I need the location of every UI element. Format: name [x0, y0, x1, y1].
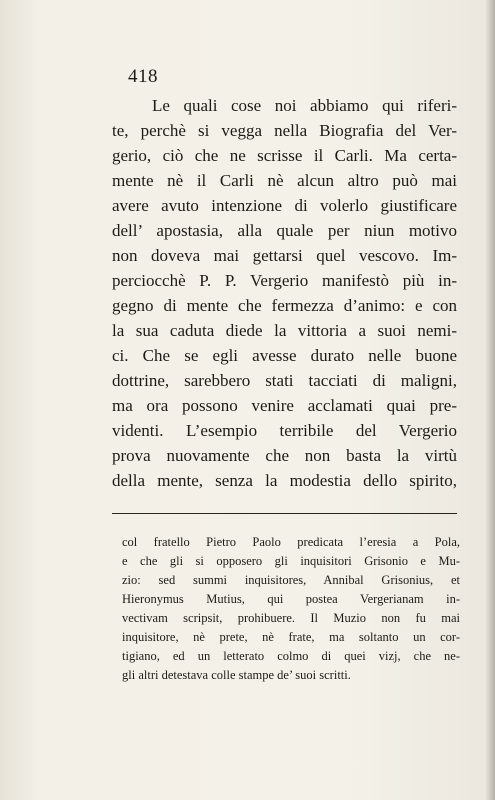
footnote-line: col fratello Pietro Paolo predicata l’eresia a Pola, — [122, 535, 460, 549]
page-edge-shadow — [485, 0, 495, 800]
body-line: avere avuto intenzione di volerlo giustificare — [112, 196, 457, 215]
body-line: gegno di mente che fermezza d’animo: e con — [112, 296, 457, 315]
footnote-line: zio: sed summi inquisitores, Annibal Grisonius, et — [122, 573, 460, 587]
body-line: te, perchè si vegga nella Biografia del Ver- — [112, 121, 457, 140]
footnote-line: gli altri detestava colle stampe de’ suoi scritti. — [122, 668, 351, 682]
body-line: ci. Che se egli avesse durato nelle buone — [112, 346, 457, 365]
body-line: videnti. L’esempio terribile del Vergerio — [112, 421, 457, 440]
body-line: prova nuovamente che non basta la virtù — [112, 446, 457, 465]
footnote-line: vectivam scripsit, prohibuere. Il Muzio non fu mai — [122, 611, 460, 625]
footnote-line: Hieronymus Mutius, qui postea Vergerianam in- — [122, 592, 460, 606]
body-line: la sua caduta diede la vittoria a suoi nemi- — [112, 321, 457, 340]
body-line: gerio, ciò che ne scrisse il Carli. Ma certa- — [112, 146, 457, 165]
footnote-line: inquisitore, nè prete, nè frate, ma soltanto un cor- — [122, 630, 460, 644]
body-line: dottrine, sarebbero stati tacciati di maligni, — [112, 371, 457, 390]
body-line: della mente, senza la modestia dello spirito, — [112, 471, 457, 490]
footnote-separator — [112, 513, 457, 514]
body-line: perciocchè P. P. Vergerio manifestò più in- — [112, 271, 457, 290]
footnote-line: e che gli si opposero gli inquisitori Grisonio e Mu- — [122, 554, 460, 568]
body-line: ma ora possono venire acclamati quai pre- — [112, 396, 457, 415]
footnote-line: tigiano, ed un letterato colmo di quei vizj, che ne- — [122, 649, 460, 663]
body-line: Le quali cose noi abbiamo qui riferi- — [152, 96, 457, 115]
body-line: mente nè il Carli nè alcun altro può mai — [112, 171, 457, 190]
body-line: non doveva mai gettarsi quel vescovo. Im- — [112, 246, 457, 265]
page-number: 418 — [128, 66, 158, 87]
body-line: dell’ apostasia, alla quale per niun motivo — [112, 221, 457, 240]
